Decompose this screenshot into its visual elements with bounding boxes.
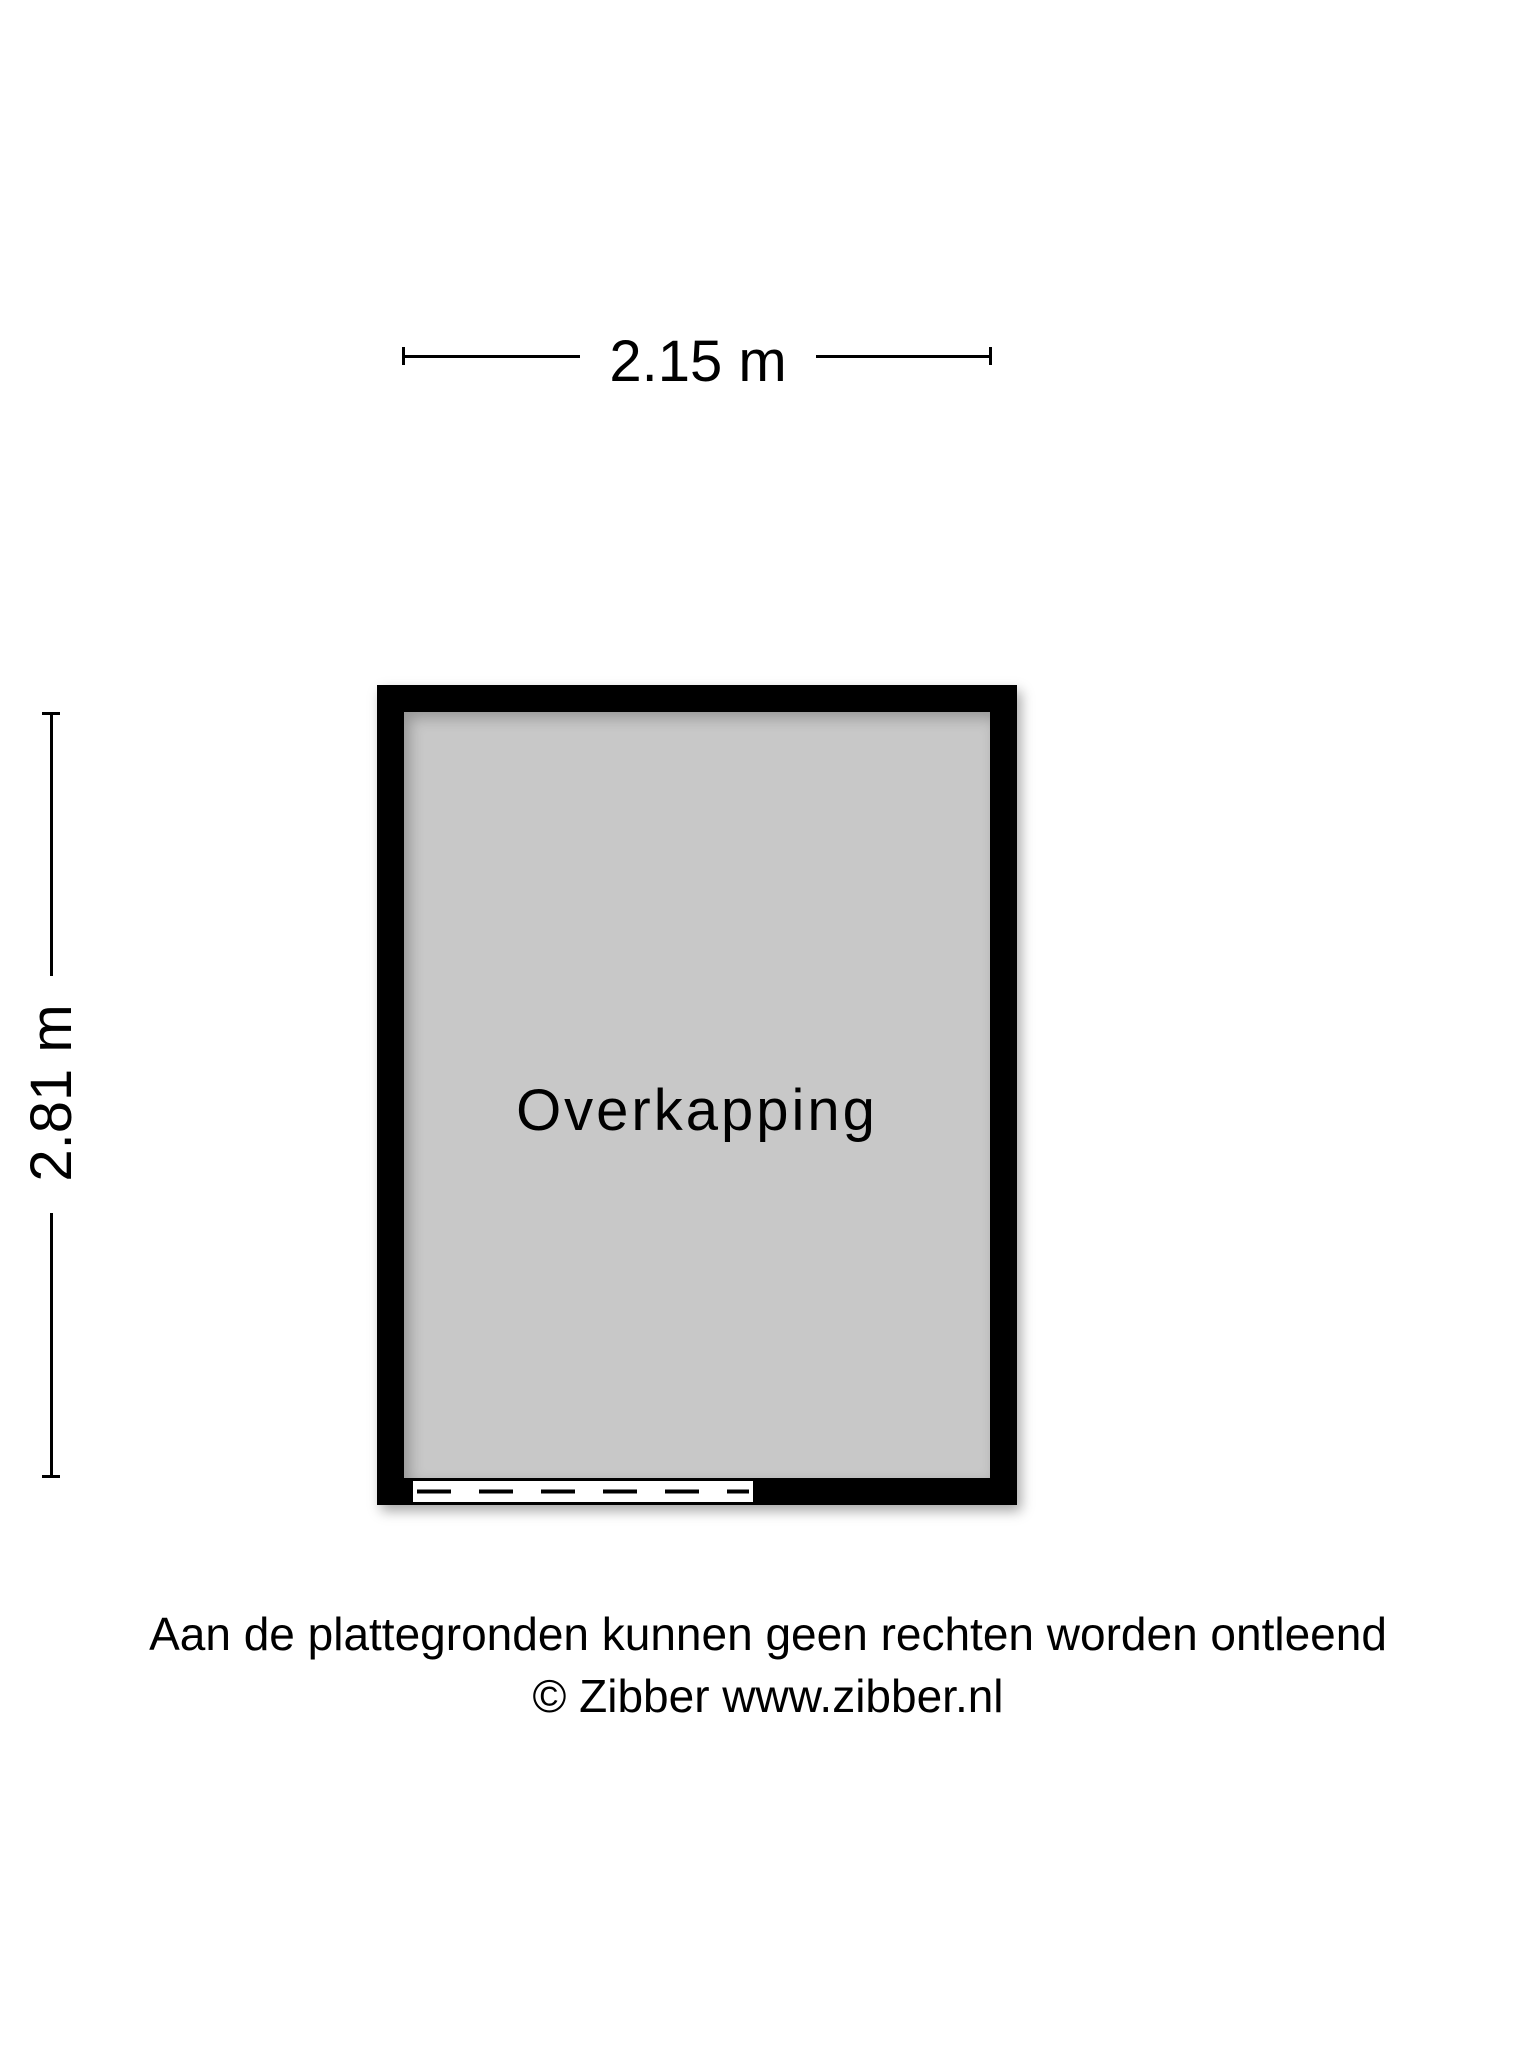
- disclaimer-text: Aan de plattegronden kunnen geen rechten worden ontleend: [149, 1608, 1387, 1660]
- wall-opening-dashes: [413, 1481, 753, 1502]
- height-dimension-line-top: [50, 713, 53, 976]
- height-dimension-label: 2.81 m: [19, 1004, 84, 1182]
- width-dimension-label: 2.15 m: [609, 329, 787, 394]
- width-dimension-tick-right: [989, 347, 992, 365]
- wall-opening: [410, 1478, 756, 1505]
- room-label: Overkapping: [516, 1078, 878, 1143]
- height-dimension-line-bottom: [50, 1213, 53, 1476]
- room-overkapping: [377, 685, 1017, 1505]
- height-dimension-tick-bottom: [42, 1475, 60, 1478]
- width-dimension-line-right: [816, 355, 991, 358]
- width-dimension-line-left: [403, 355, 580, 358]
- copyright-text: © Zibber www.zibber.nl: [532, 1670, 1004, 1722]
